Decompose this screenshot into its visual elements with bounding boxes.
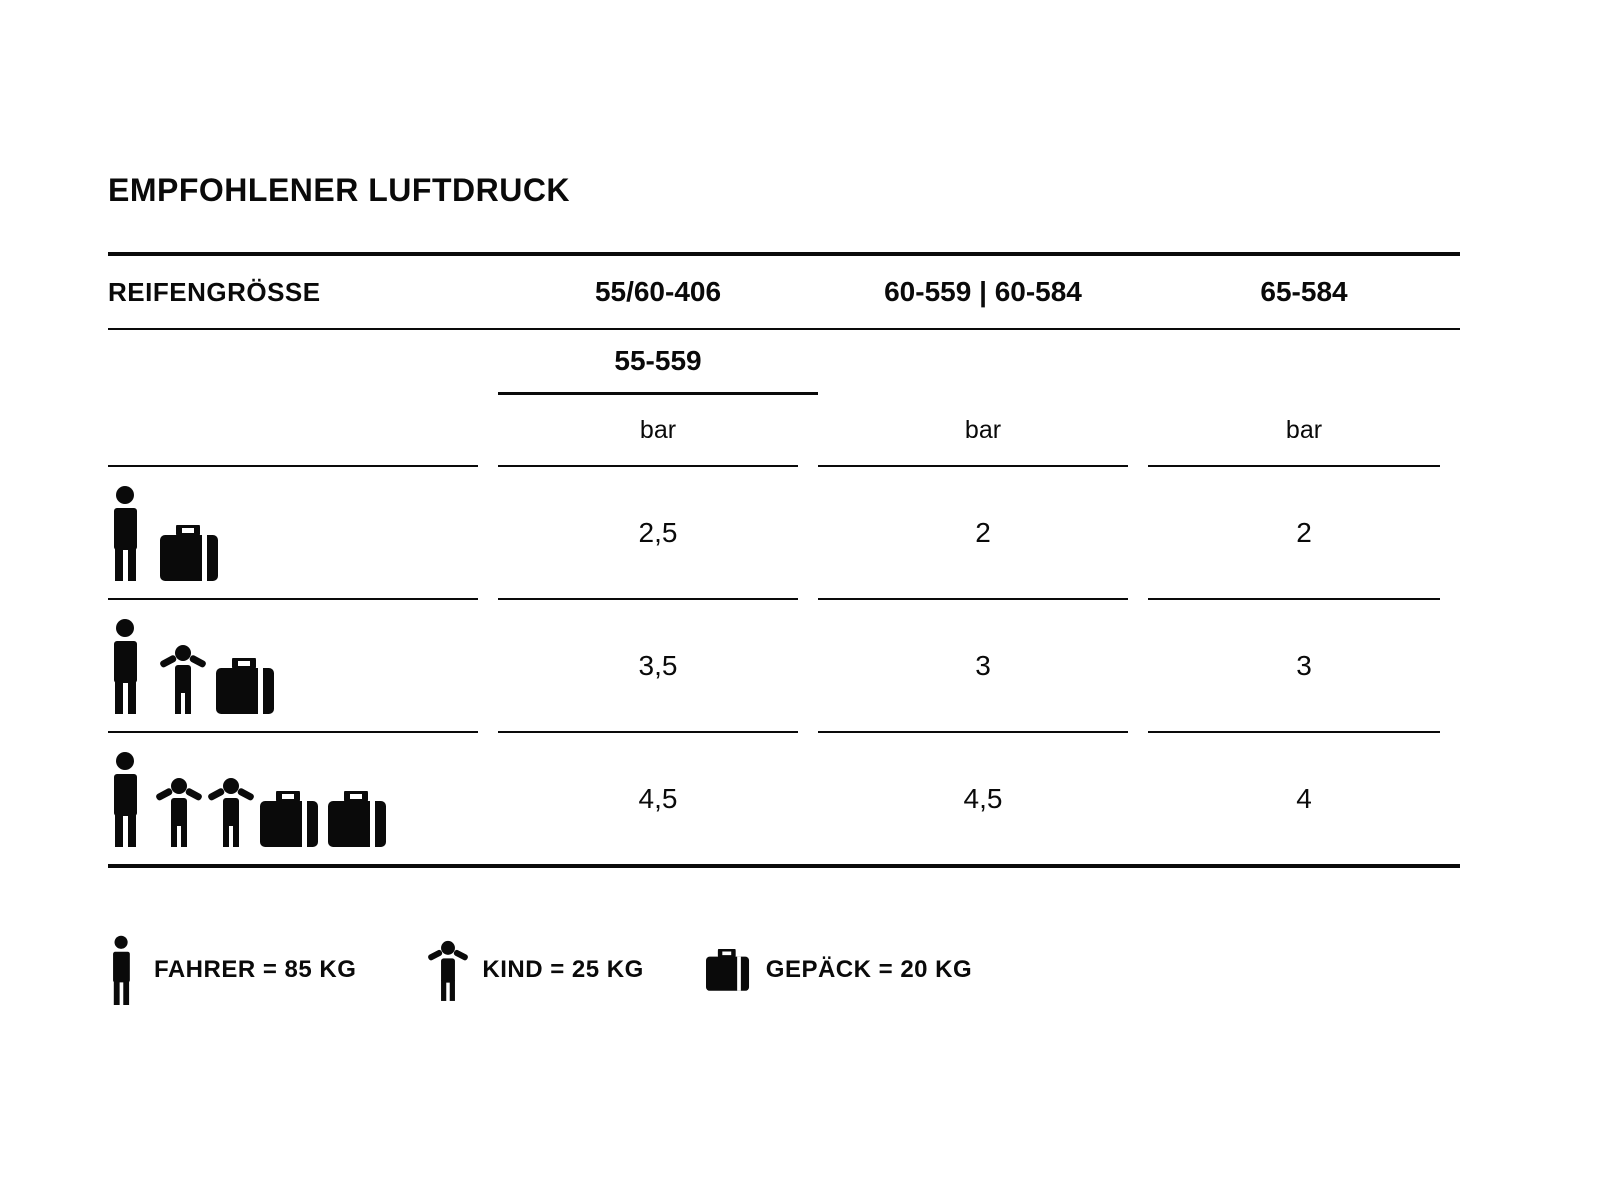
column-header-1-line2: 55-559 [614,345,702,376]
separator-segment [818,731,1128,733]
luggage-icon [216,658,278,714]
column-header-1: 55/60-406 [594,276,722,307]
row-icons-1 [108,485,498,581]
cell-value: 3 [1296,649,1312,681]
separator-segment [498,731,798,733]
unit-column-3: bar [1285,415,1323,444]
rider-icon [108,485,150,581]
luggage-icon [160,525,222,581]
rider-icon [108,751,150,847]
table-bottom-rule [108,864,1460,868]
cell-value: 3,5 [638,649,678,681]
legend-item-luggage [706,949,972,991]
table-subheader-row [108,330,1460,392]
child-icon [160,644,206,714]
cell-value: 2,5 [638,516,678,548]
legend-label-child: KIND = 25 KG [482,956,644,983]
legend-item-child [428,940,643,1001]
unit-column-2: bar [964,415,1002,444]
cell-value: 2 [1296,516,1312,548]
column-header-3: 65-584 [1260,276,1348,307]
row-icons-3 [108,751,498,847]
pressure-table [108,252,1460,868]
cell-value: 3 [975,649,991,681]
legend-item-rider [108,935,356,1005]
legend-label-luggage: GEPÄCK = 20 KG [765,956,973,983]
column-header-2: 60-559 | 60-584 [884,276,1082,307]
separator-segment [818,465,1128,467]
cell-value: 4 [1296,782,1312,814]
separator-segment [498,465,798,467]
legend [108,935,972,1005]
table-row [108,467,1460,598]
separator-segment [108,465,478,467]
separator-segment [1148,731,1440,733]
unit-separator-row [108,465,1460,467]
luggage-icon [260,791,322,847]
child-icon [428,940,468,1001]
cell-value: 4,5 [638,782,678,814]
table-unit-row [108,395,1460,465]
row-header-label: REIFENGRÖSSE [108,276,321,307]
table-header-row [108,256,1460,328]
luggage-icon [706,949,752,991]
separator-segment [108,598,478,600]
rider-icon [108,618,150,714]
child-icon [208,777,254,847]
rider-icon [108,935,140,1005]
page-title: EMPFOHLENER LUFTDRUCK [108,172,571,208]
child-icon [156,777,202,847]
luggage-icon [328,791,390,847]
separator-segment [1148,465,1440,467]
cell-value: 4,5 [963,782,1003,814]
unit-column-1: bar [639,415,677,444]
cell-value: 2 [975,516,991,548]
table-row [108,733,1460,864]
separator-segment [108,731,478,733]
row-separator-1 [108,598,1460,600]
table-row [108,600,1460,731]
legend-label-rider: FAHRER = 85 KG [154,956,357,983]
separator-segment [498,598,798,600]
subheader-rule [498,392,818,395]
row-icons-2 [108,618,498,714]
separator-segment [818,598,1128,600]
row-separator-2 [108,731,1460,733]
separator-segment [1148,598,1440,600]
